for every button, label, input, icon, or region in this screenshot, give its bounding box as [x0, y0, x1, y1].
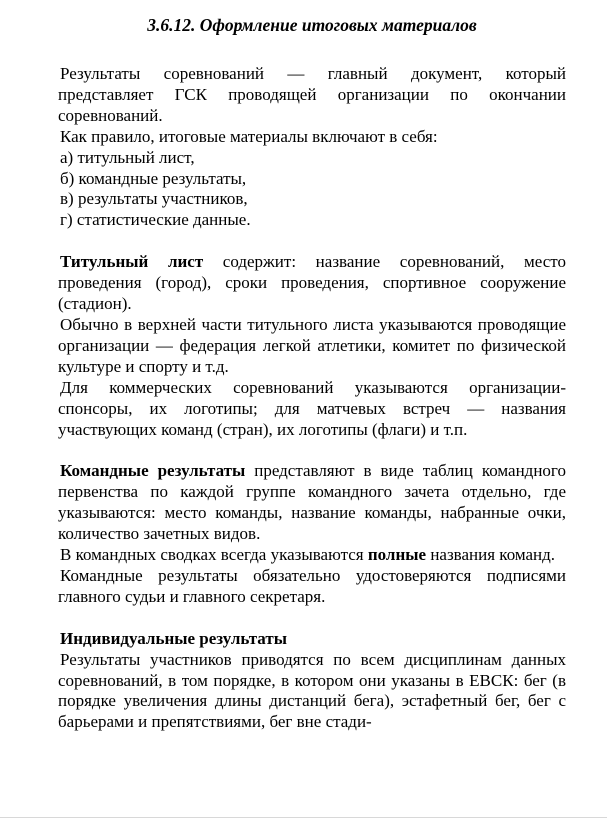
list-item: б) командные результаты, [60, 168, 247, 188]
title-page-paragraph-1-text: содержит: название соревнований, место проведения (город), сроки проведения, спортивное сооружение (стадион). [58, 252, 566, 314]
intro-paragraph-1 [58, 64, 566, 127]
intro-section [58, 64, 566, 231]
team-results-paragraph-2-end: названия команд. [426, 545, 556, 565]
intro-paragraph-2 [58, 127, 566, 148]
team-results-emphasis: полные [367, 545, 427, 565]
team-results-paragraph-3 [58, 566, 566, 608]
team-results-section [58, 461, 566, 607]
title-page-paragraph-3-text: Для коммерческих соревнований указываются организации-спонсоры, их логотипы; для матчевых встреч — названия участвующих команд (стран), их логотипы (флаги) и т.п. [58, 377, 566, 439]
team-results-paragraph-2 [58, 545, 566, 566]
spacer [58, 608, 566, 629]
list-item: г) статистические данные. [60, 210, 251, 230]
title-page-term: Титульный лист [60, 252, 204, 272]
title-page-paragraph-1 [58, 252, 566, 315]
section-title: 3.6.12. Оформление итоговых материалов [147, 15, 477, 35]
document-page [58, 14, 566, 733]
individual-results-section [58, 629, 566, 734]
materials-list [58, 148, 566, 232]
team-results-paragraph-3-text: Командные результаты обязательно удостоверяются подписями главного судьи и главного секретаря. [58, 565, 566, 606]
intro-paragraph-1-text: Результаты соревнований — главный документ, который представляет ГСК проводящей организации по окончании соревнований. [58, 64, 566, 125]
team-results-paragraph-1-text: представляют в виде таблиц командного первенства по каждой группе командного зачета отдельно, где указываются: место команды, название команды, набранные очки, количество зачетных видов. [58, 461, 566, 544]
spacer [58, 231, 566, 252]
team-results-paragraph-1 [58, 461, 566, 545]
title-page-paragraph-3 [58, 378, 566, 441]
title-page-section [58, 252, 566, 440]
individual-results-paragraph-1 [58, 650, 566, 734]
individual-results-heading: Индивидуальные результаты [60, 628, 287, 648]
page-bottom-divider [0, 817, 607, 818]
list-item: в) результаты участников, [60, 189, 248, 209]
title-page-paragraph-2 [58, 315, 566, 378]
spacer [58, 440, 566, 461]
intro-paragraph-2-text: Как правило, итоговые материалы включают в себя: [60, 126, 438, 146]
team-results-paragraph-2-start: В командных сводках всегда указываются [60, 545, 368, 565]
individual-results-paragraph-1-text: Результаты участников приводятся по всем дисциплинам данных соревнований, в том порядке, в котором они указаны в ЕВСК: бег (в порядке увеличения длины дистанций бега), эстафетный бег, бег с барьерами и препятствиями, бег вне стади- [58, 649, 566, 732]
list-item: а) титульный лист, [60, 147, 195, 167]
team-results-term: Командные результаты [60, 461, 246, 481]
title-page-paragraph-2-text: Обычно в верхней части титульного листа указываются проводящие организации — федерация легкой атлетики, комитет по физической культуре и спорту и т.д. [58, 314, 566, 376]
